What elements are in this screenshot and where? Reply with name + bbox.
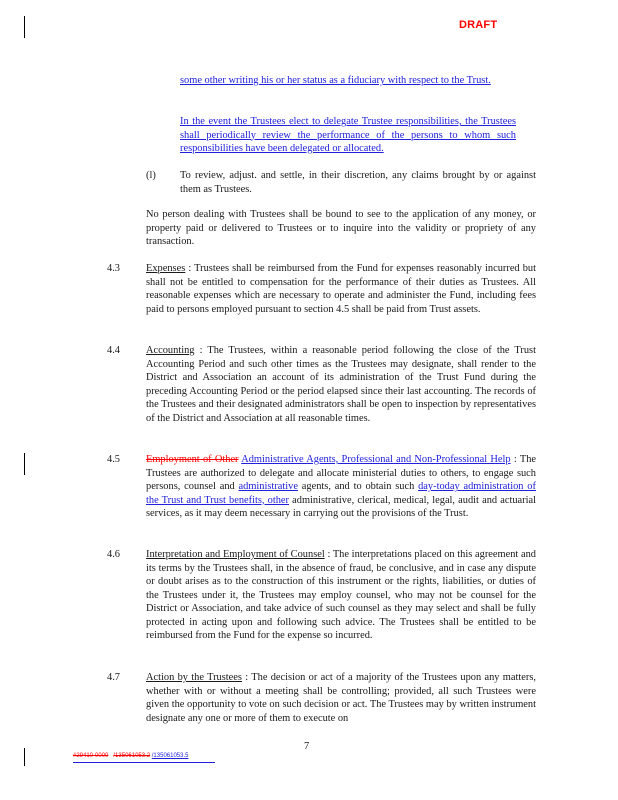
section-number: 4.5 <box>107 454 120 465</box>
draft-label: DRAFT <box>459 19 498 31</box>
paragraph-no-person: No person dealing with Trustees shall be bound to see to the application of any money, or property paid or delivered to Trustees or to inquire into the validity or propriety of any transaction. <box>146 209 536 247</box>
document-id-footer <box>73 752 188 760</box>
section-4-6 <box>146 548 536 643</box>
page-number: 7 <box>304 741 310 752</box>
deleted-doc-id: #29410-0000 <box>73 753 109 759</box>
section-number: 4.4 <box>107 345 120 356</box>
section-text: administrative, clerical, medical, legal, audit and actuarial services, as it may deem necessary in carrying out the provisions of the Trust. <box>146 494 536 519</box>
section-number: 4.7 <box>107 672 120 683</box>
section-4-5 <box>146 453 536 521</box>
inserted-text: day-today administration of the Trust and Trust benefits, other <box>146 481 536 506</box>
section-text: : The interpretations placed on this agreement and its terms by the Trustees shall, in the absence of fraud, be conclusive, and in case any dispute or doubt arises as to the construction of this instrument or the rights, liabilities, or duties of the Trustees under it, the Trustees may employ counsel, who may not be counsel for the District or Association, and take advice of such counsel as they may select and shall be fully protected in acting upon and following such advice. The Trustees shall be entitled to be reimbursed from the Fund for the expense so incurred. <box>146 549 536 641</box>
inserted-text: administrative <box>238 481 298 492</box>
item-l-text: To review, adjust. and settle, in their discretion, any claims brought by or against them as Trustees. <box>180 170 536 195</box>
change-bar-mid <box>24 453 25 475</box>
inserted-text: some other writing his or her status as a fiduciary with respect to the Trust. <box>180 75 491 86</box>
continuation-1 <box>180 74 516 88</box>
section-text: agents, and to obtain such <box>301 481 415 492</box>
footer-rule <box>73 762 215 763</box>
section-heading: Expenses <box>146 263 186 274</box>
section-text: : The Trustees are authorized to delegate and allocate ministerial duties to others, to engage such persons, counsel and <box>146 454 537 492</box>
inserted-doc-id: /135061053.5 <box>151 753 189 759</box>
section-4-7 <box>146 671 536 725</box>
continuation-2 <box>180 115 516 156</box>
section-heading: Action by the Trustees <box>146 672 242 683</box>
section-4-3 <box>146 262 536 316</box>
inserted-heading: Administrative Agents, Professional and Non-Professional Help <box>241 454 511 465</box>
section-number: 4.6 <box>107 549 120 560</box>
section-text: : The Trustees, within a reasonable period following the close of the Trust Accounting Period and such other times as the Trustees may designate, shall render to the District and Association an account of its administration of the Trust Fund during the preceding Accounting Period or the period elapsed since their last accounting. The records of the Trustees and their designated administrators shall be open to inspection by representatives of the District and Association at all reasonable times. <box>146 345 536 424</box>
inserted-text: In the event the Trustees elect to delegate Trustee responsibilities, the Trustees shall periodically review the performance of the persons to whom such responsibilities have been delegated or allocated. <box>180 116 516 154</box>
section-4-4 <box>146 344 536 425</box>
deleted-heading: Employment of Other <box>146 454 239 465</box>
item-marker: (l) <box>146 170 156 181</box>
change-bar-top <box>24 16 25 38</box>
section-heading: Interpretation and Employment of Counsel <box>146 549 325 560</box>
deleted-doc-id: /135061053.2 <box>113 753 151 759</box>
change-bar-bottom <box>24 748 25 766</box>
section-text: : Trustees shall be reimbursed from the Fund for expenses reasonably incurred but shall not be entitled to compensation for the performance of their duties as Trustees. All reasonable expenses which are necessary to operate and administer the Fund, including fees paid to persons employed pursuant to section 4.5 shall be paid from Trust assets. <box>146 263 536 315</box>
section-heading: Accounting <box>146 345 195 356</box>
section-text: : The decision or act of a majority of the Trustees upon any matters, whether with or without a meeting shall be controlling; provided, all such Trustees were given the opportunity to vote on such decision or act. The Trustees may by written instrument designate any one or more of them to execute on <box>146 672 536 724</box>
section-number: 4.3 <box>107 263 120 274</box>
